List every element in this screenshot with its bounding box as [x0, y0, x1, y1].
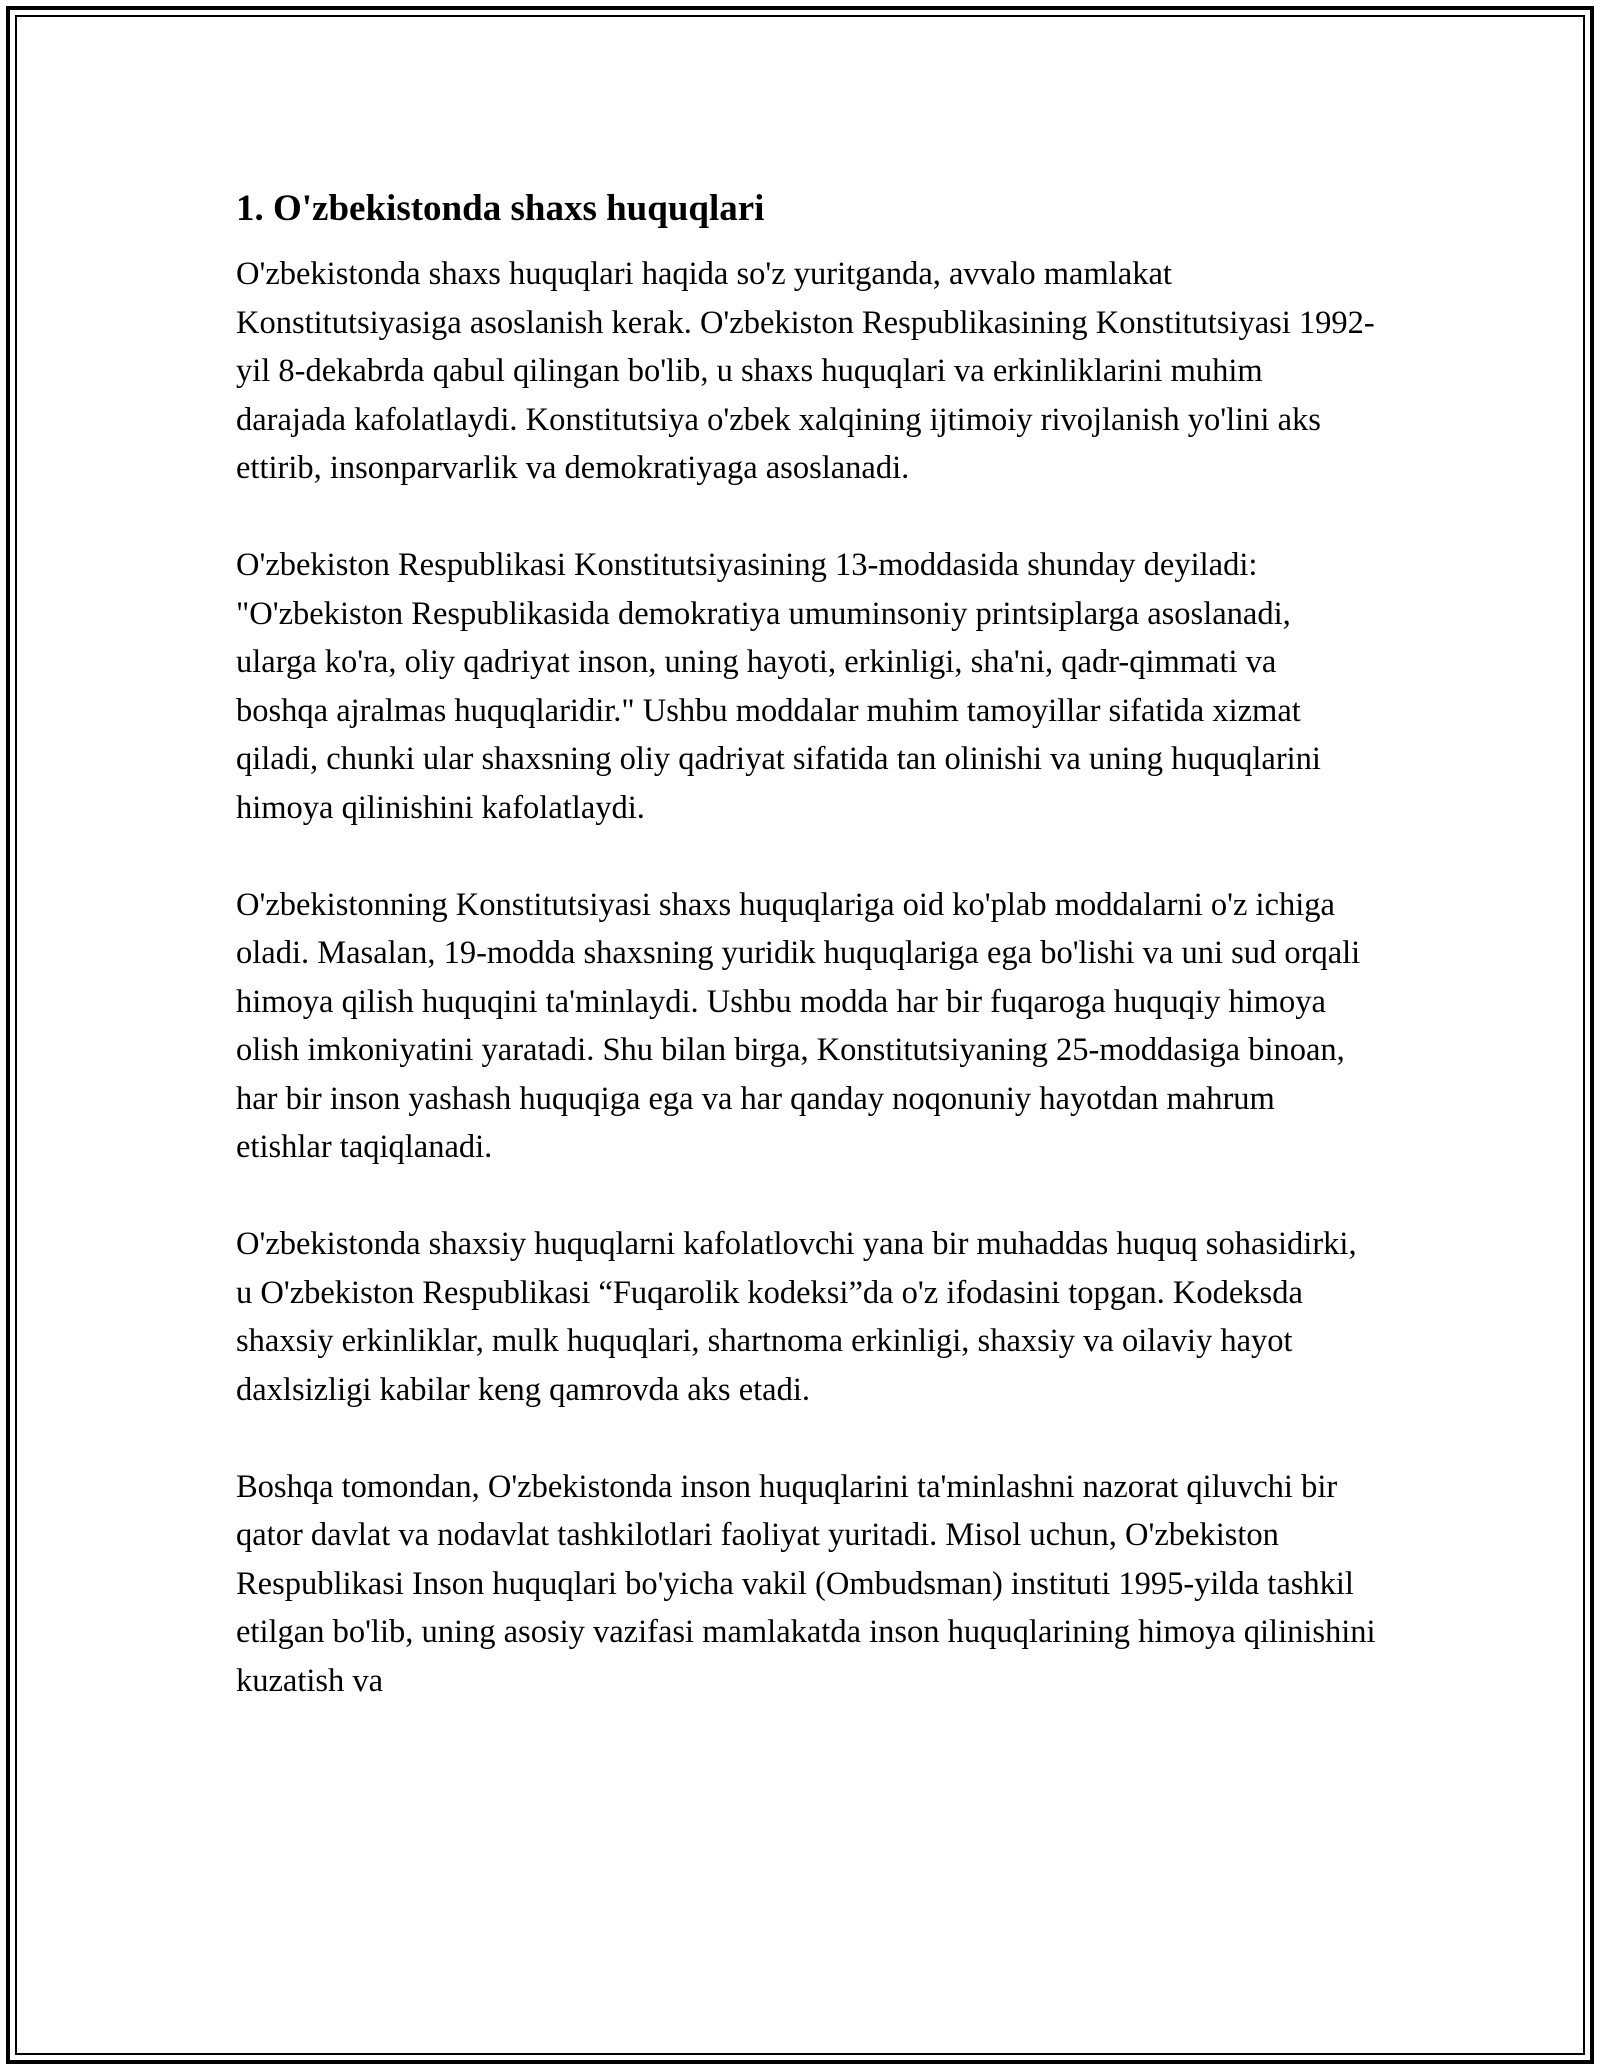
- paragraph-ombudsman: Boshqa tomondan, O'zbekistonda inson huquqlarini ta'minlashni nazorat qiluvchi bir qator davlat va nodavlat tashkilotlari faoliyat yuritadi. Misol uchun, O'zbekiston Respublikasi Inson huquqlari bo'yicha vakil (Ombudsman) instituti 1995-yilda tashkil etilgan bo'lib, uning asosiy vazifasi mamlakatda inson huquqlarining himoya qilinishini kuzatish va: [236, 1468, 1376, 1699]
- paragraph-constitution-basis: O'zbekistonda shaxs huquqlari haqida so'z yuritganda, avvalo mamlakat Konstitutsiyasiga asoslanish kerak. O'zbekiston Respublikasining Konstitutsiyasi 1992-yil 8-dekabrda qabul qilingan bo'lib, u shaxs huquqlari va erkinliklarini muhim darajada kafolatlaydi. Konstitutsiya o'zbek xalqining ijtimoiy rivojlanish yo'lini aks ettirib, insonparvarlik va demokratiyaga asoslanadi.: [236, 256, 1375, 486]
- paragraph-article-13: O'zbekiston Respublikasi Konstitutsiyasining 13-moddasida shunday deyiladi: "O'zbekiston Respublikasida demokratiya umuminsoniy printsiplarga asoslanadi, ularga ko'ra, oliy qadriyat inson, uning hayoti, erkinligi, sha'ni, qadr-qimmati va boshqa ajralmas huquqlaridir." Ushbu moddalar muhim tamoyillar sifatida xizmat qiladi, chunki ular shaxsning oliy qadriyat sifatida tan olinishi va uning huquqlarini himoya qilinishini kafolatlaydi.: [236, 547, 1321, 826]
- paragraph-civil-code: O'zbekistonda shaxsiy huquqlarni kafolatlovchi yana bir muhaddas huquq sohasidirki, u O'zbekiston Respublikasi “Fuqarolik kodeksi”da o'z ifodasini topgan. Kodeksda shaxsiy erkinliklar, mulk huquqlari, shartnoma erkinligi, shaxsiy va oilaviy hayot daxlsizligi kabilar keng qamrovda aks etadi.: [236, 1226, 1357, 1408]
- section-heading: 1. O'zbekistonda shaxs huquqlari: [236, 188, 765, 229]
- paragraph-article-19-25: O'zbekistonning Konstitutsiyasi shaxs huquqlariga oid ko'plab moddalarni o'z ichiga oladi. Masalan, 19-modda shaxsning yuridik huquqlariga ega bo'lishi va uni sud orqali himoya qilish huquqini ta'minlaydi. Ushbu modda har bir fuqaroga huquqiy himoya olish imkoniyatini yaratadi. Shu bilan birga, Konstitutsiyaning 25-moddasiga binoan, har bir inson yashash huquqiga ega va har qanday noqonuniy hayotdan mahrum etishlar taqiqlanadi.: [236, 886, 1361, 1165]
- document-body: [236, 186, 1376, 1705]
